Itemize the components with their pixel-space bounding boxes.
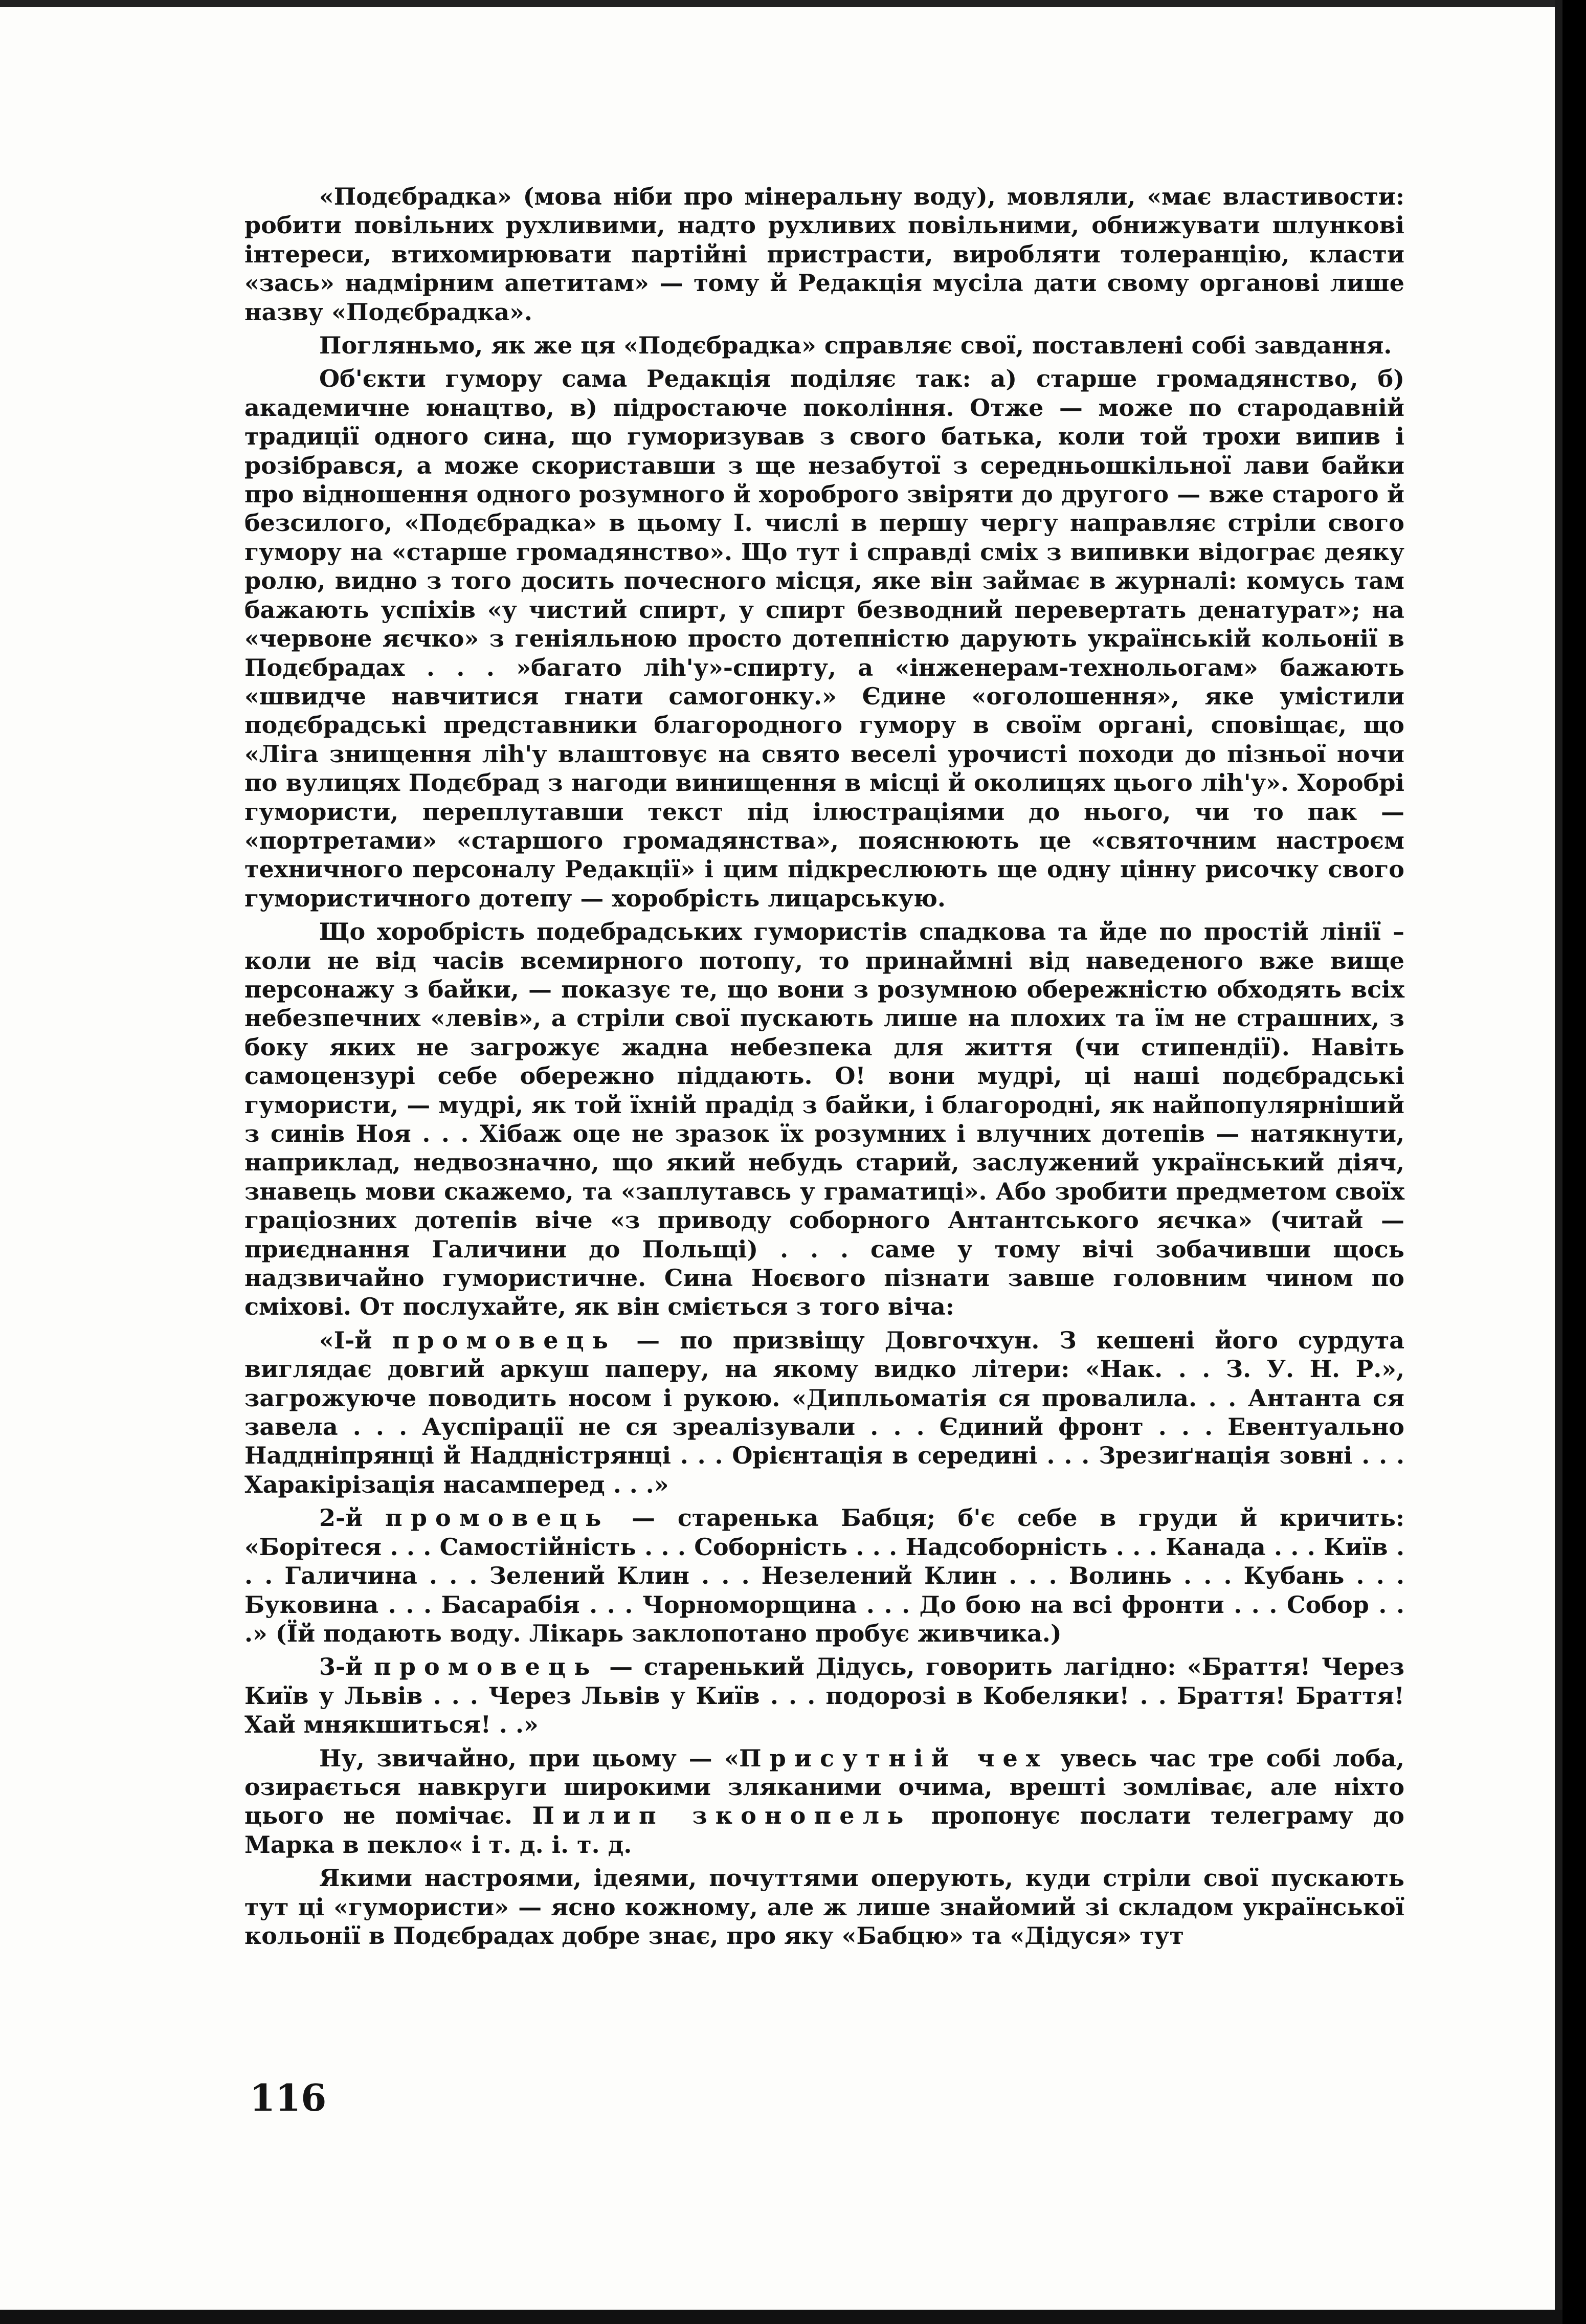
paragraph-1: «Подєбрадка» (мова ніби про мінеральну воду), мовляли, «має властивости: робити повільних рухливими, надто рухливих повільними, обнижувати шлункові інтереси, втихомирювати партійні пристрасти, виробляти толеранцію, класти «зась» надмірним апетитам» — тому й Редакція мусіла дати свому органові лише назву «Подєбрадка».	[244, 183, 1404, 326]
pylyp-spaced: Пилип зконопель	[532, 1802, 912, 1830]
scan-edge-right	[1555, 0, 1562, 2324]
paragraph-2: Погляньмо, як же ця «Подєбрадка» справляє свої, поставлені собі завдання.	[319, 331, 1392, 360]
speaker-3-text: — старенький Дідусь, говорить лагідно: «Браття! Через Київ у Львів . . . Через Львів у Київ . . . подорозі в Кобеляки! . . Браття! Браття! Хай мнякшиться! . .»	[244, 1653, 1404, 1739]
body-text	[244, 182, 1404, 1955]
speaker-1-word: промовець	[392, 1326, 617, 1354]
paragraph-speaker-3	[244, 1652, 1404, 1739]
speaker-3-word: промовець	[373, 1653, 598, 1681]
paragraph-8-part-a: Ну, звичайно, при цьому — «	[319, 1744, 740, 1772]
speaker-1-lead: «І-й	[319, 1326, 392, 1354]
paragraph-8-part-b: увесь час тре собі лоба, озирається навкруги широкими зляканими очима, врешті зомліває, але ніхто цього не помічає.	[244, 1744, 1404, 1830]
paragraph-8-part-c: пропонує послати телеграму до Марка в пекло« і т. д. і. т. д.	[244, 1802, 1404, 1858]
speaker-2-word: промовець	[385, 1504, 610, 1532]
paragraph-speaker-2	[244, 1503, 1404, 1648]
speaker-3-lead: 3-й	[319, 1653, 374, 1681]
paragraph-3: Об'єкти гумору сама Редакція поділяє так: а) старше громадянство, б) академичне юнацтво, в) підростаюче покоління. Отже — може по стародавній традиції одного сина, що гуморизував з свого батька, коли той трохи випив і розібрався, а може скориставши з ще незабутої з середньошкільної лави байки про відношення одного розумного й хороброго звіряти до другого — вже старого й безсилого, «Подєбрадка» в цьому І. числі в першу чергу направляє стріли свого гумору на «старше громадянство». Що тут і справді сміх з випивки відограє деяку ролю, видно з того досить почесного місця, яке він займає в журналі: комусь там бажають успіхів «у чистий спирт, у спирт безводний перевертать денатурат»; на «червоне яєчко» з геніяльною просто дотепністю дарують українській кольонії в Подєбрадах . . . »багато ліh'у»-спирту, а «інженерам-технольогам» бажають «швидче навчитися гнати самогонку.» Єдине «оголошення», яке умістили подєбрадські представники благородного гумору в своїм органі, сповіщає, що «Ліга знищення ліh'у влаштовує на свято веселі урочисті походи до пізньої ночи по вулицях Подєбрад з нагоди винищення в місці й околицях цього ліh'у». Хоробрі гумористи, переплутавши текст під ілюстраціями до нього, чи то пак — «портретами» «старшого громадянства», пояснюють це «святочним настроєм техничного персоналу Редакції» і цим підкреслюють ще одну цінну рисочку свого гумористичного дотепу — хоробрість лицарськую.	[244, 365, 1404, 912]
scan-edge-top	[0, 0, 1562, 7]
page-number: 116	[250, 2076, 327, 2119]
scan-edge-bottom	[0, 2310, 1562, 2324]
paragraph-8	[244, 1744, 1404, 1860]
paragraph-4: Що хоробрість подебрадських гумористів спадкова та йде по простій лінії – коли не від часів всемирного потопу, то принаймні від наведеного вже вище персонажу з байки, — показує те, що вони з розумною обережністю обходять всіх небезпечних «левів», а стріли свої пускають лише на плохих та їм не страшних, з боку яких не загрожує жадна небезпека для життя (чи стипендії). Навіть самоцензурі себе обережно піддають. О! вони мудрі, ці наші подєбрадські гумористи, — мудрі, як той їхній прадід з байки, і благородні, як найпопулярніший з синів Ноя . . . Хібаж оце не зразок їх розумних і влучних дотепів — натякнути, наприклад, недвозначно, що який небудь старий, заслужений український діяч, знавець мови скажемо, та «заплутавсь у граматиці». Або зробити предметом своїх граціозних дотепів віче «з приводу соборного Антантського яєчка» (читай — приєднання Галичини до Польщі) . . . саме у тому вічі зобачивши щось надзвичайно гумористичне. Сина Ноєвого пізнати завше головним чином по сміхові. От послухайте, як він сміється з того віча:	[244, 918, 1404, 1321]
speaker-2-lead: 2-й	[319, 1504, 385, 1532]
speaker-2-text: — старенька Бабця; б'є себе в груди й кричить: «Борітеся . . . Самостійність . . . Соборність . . . Надсоборність . . . Канада . . . Київ . . . Галичина . . . Зелений Клин . . . Незелений Клин . . . Волинь . . . Кубань . . . Буковина . . . Басарабія . . . Чорноморщина . . . До бою на всі фронти . . . Собор . . .» (Їй подають воду. Лікарь заклопотано пробує живчика.)	[244, 1504, 1405, 1647]
paragraph-9: Якими настроями, ідеями, почуттями оперують, куди стріли свої пускають тут ці «гумористи» — ясно кожному, але ж лише знайомий зі складом української кольонії в Подєбрадах добре знає, про яку «Бабцю» та «Дідуся» тут	[244, 1864, 1404, 1950]
speaker-1-text: — по призвіщу Довгочхун. З кешені його сурдута виглядає довгий аркуш паперу, на якому видко літери: «Нак. . . З. У. Н. Р.», загрожуюче поводить носом і рукою. «Дипльоматія ся провалила. . . Антанта ся завела . . . Ауспірації не ся зреалізували . . . Єдиний фронт . . . Евентуально Наддніпрянці й Наддністрянці . . . Орієнтація в середині . . . Зрезиґнація зовні . . . Харакірізація насамперед . . .»	[244, 1326, 1404, 1498]
present-czech-spaced: Присутній чех	[739, 1744, 1048, 1772]
paragraph-speaker-1	[244, 1326, 1404, 1499]
